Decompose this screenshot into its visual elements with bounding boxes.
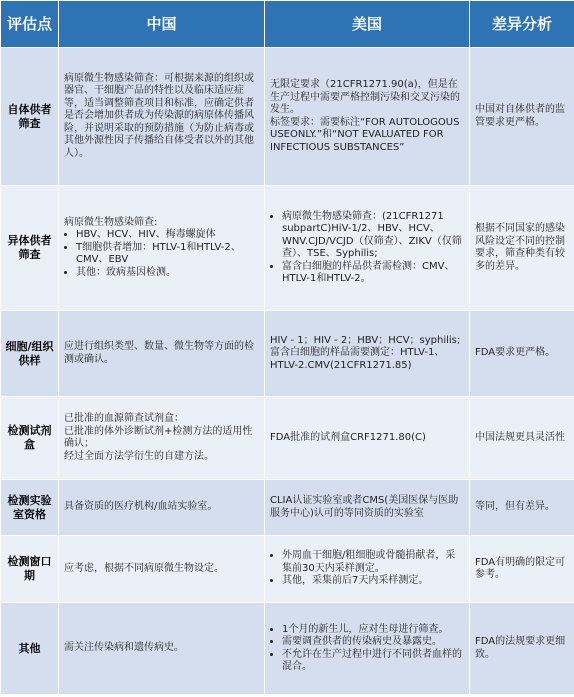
list-item: • 病原微生物感染筛查：(21CFR1271 subpartC)HiV-1/2、HBV、HCV、WNV.CJD/VCJD（仅筛查）、ZIKV（仅筛查）、TSE、Syphilis; — [282, 211, 464, 261]
table-row — [1, 48, 574, 186]
list-item: • 不允许在生产过程中进行不同供者血样的混合。 — [282, 649, 464, 674]
analysis-cell: FDA有明确的限定可参考。 — [470, 536, 574, 603]
china-line: 已批准的血源筛查试剂盒： — [64, 413, 184, 424]
usa-line: 无限定要求（21CFR1271.90(a)，但是在生产过程中需要严格控制污染和交叉污染的发生。 — [270, 79, 460, 115]
row-category: 检测试剂盒 — [1, 397, 59, 480]
usa-cell — [265, 311, 470, 397]
row-category: 检测窗口期 — [1, 536, 59, 603]
table-row — [1, 186, 574, 311]
table-row — [1, 536, 574, 603]
analysis-cell: 根据不同国家的感染风险设定不同的控制要求，筛查种类有较多的差异。 — [470, 186, 574, 311]
list-item: • 1个月的新生儿，应对生母进行筛查。 — [282, 624, 464, 637]
usa-list — [270, 211, 464, 286]
list-item: • T细胞供者增加：HTLV-1和HTLV-2、CMV、EBV — [76, 242, 259, 267]
usa-cell — [265, 186, 470, 311]
analysis-cell: FDA要求更严格。 — [470, 311, 574, 397]
list-item: • 其他：致病基因检测。 — [76, 267, 259, 280]
list-item: • 富含白细胞的样品供者需检测：CMV、HTLV-1和HTLV-2。 — [282, 261, 464, 286]
row-category: 细胞/组织供样 — [1, 311, 59, 397]
analysis-cell: 等同，但有差异。 — [470, 480, 574, 536]
usa-list — [270, 624, 464, 674]
list-item: • 外周血干细胞/粗细胞或骨髓捐献者，采集前30天内采样测定。 — [282, 550, 464, 575]
china-cell: 病原微生物感染筛查：可根据来源的组织或器官、干细胞产品的特性以及临床适应症等，适当调整筛查项目和标准，应确定供者是否会增加供者成为传染源的病原体传播风险，并说明采取的预防措施（为防止病毒或其他外源性因子传播给自体受者以外的其他人）。 — [59, 48, 265, 186]
analysis-cell: 中国对自体供者的监管要求更严格。 — [470, 48, 574, 186]
row-category: 自体供者筛查 — [1, 48, 59, 186]
usa-cell: FDA批准的试剂盒CRF1271.80(C) — [265, 397, 470, 480]
china-cell — [59, 397, 265, 480]
usa-cell — [265, 603, 470, 695]
row-category: 其他 — [1, 603, 59, 695]
table-row — [1, 311, 574, 397]
header-row — [1, 1, 574, 48]
china-cell: 应考虑，根据不同病原微生物设定。 — [59, 536, 265, 603]
usa-cell: CLIA认证实验室或者CMS(美国医保与医助服务中心)认可的等同资质的实验室 — [265, 480, 470, 536]
china-line: 已批准的体外诊断试剂+检测方法的适用性确认； — [64, 425, 253, 449]
china-cell: 需关注传染病和遗传病史。 — [59, 603, 265, 695]
usa-cell — [265, 48, 470, 186]
header-china: 中国 — [59, 1, 265, 48]
usa-line: 富含白细胞的样品需要测定：HTLV-1、HTLV-2.CMV(21CFR1271.85) — [270, 347, 445, 371]
header-analysis: 差异分析 — [470, 1, 574, 48]
china-list — [64, 229, 259, 279]
china-line: 经过全面方法学衍生的自建方法。 — [64, 450, 214, 462]
table-row — [1, 603, 574, 695]
china-cell: 具备资质的医疗机构/血站实验室。 — [59, 480, 265, 536]
row-category: 异体供者筛查 — [1, 186, 59, 311]
row-category: 检测实验室资格 — [1, 480, 59, 536]
china-cell: 应进行组织类型、数量、微生物等方面的检测或确认。 — [59, 311, 265, 397]
table-row — [1, 397, 574, 480]
china-intro: 病原微生物感染筛查: — [64, 216, 158, 228]
list-item: • 其他，采集前后7天内采样测定。 — [282, 575, 464, 588]
usa-line: 标签要求：需要标注“FOR AUTOLOGOUS USEONLY.”和“NOT EVALUATED FOR INFECTIOUS SUBSTANCES” — [270, 116, 460, 153]
china-cell — [59, 186, 265, 311]
table-row — [1, 480, 574, 536]
usa-cell — [265, 536, 470, 603]
usa-line: HIV - 1；HIV - 2；HBV；HCV；syphilis; — [270, 334, 461, 346]
analysis-cell: FDA的法规要求更细致。 — [470, 603, 574, 695]
list-item: • HBV、HCV、HIV、梅毒螺旋体 — [76, 229, 259, 242]
usa-list — [270, 550, 464, 588]
header-eval-point: 评估点 — [1, 1, 59, 48]
header-usa: 美国 — [265, 1, 470, 48]
analysis-cell: 中国法规更具灵活性 — [470, 397, 574, 480]
list-item: • 需要调查供者的传染病史及暴露史。 — [282, 636, 464, 649]
